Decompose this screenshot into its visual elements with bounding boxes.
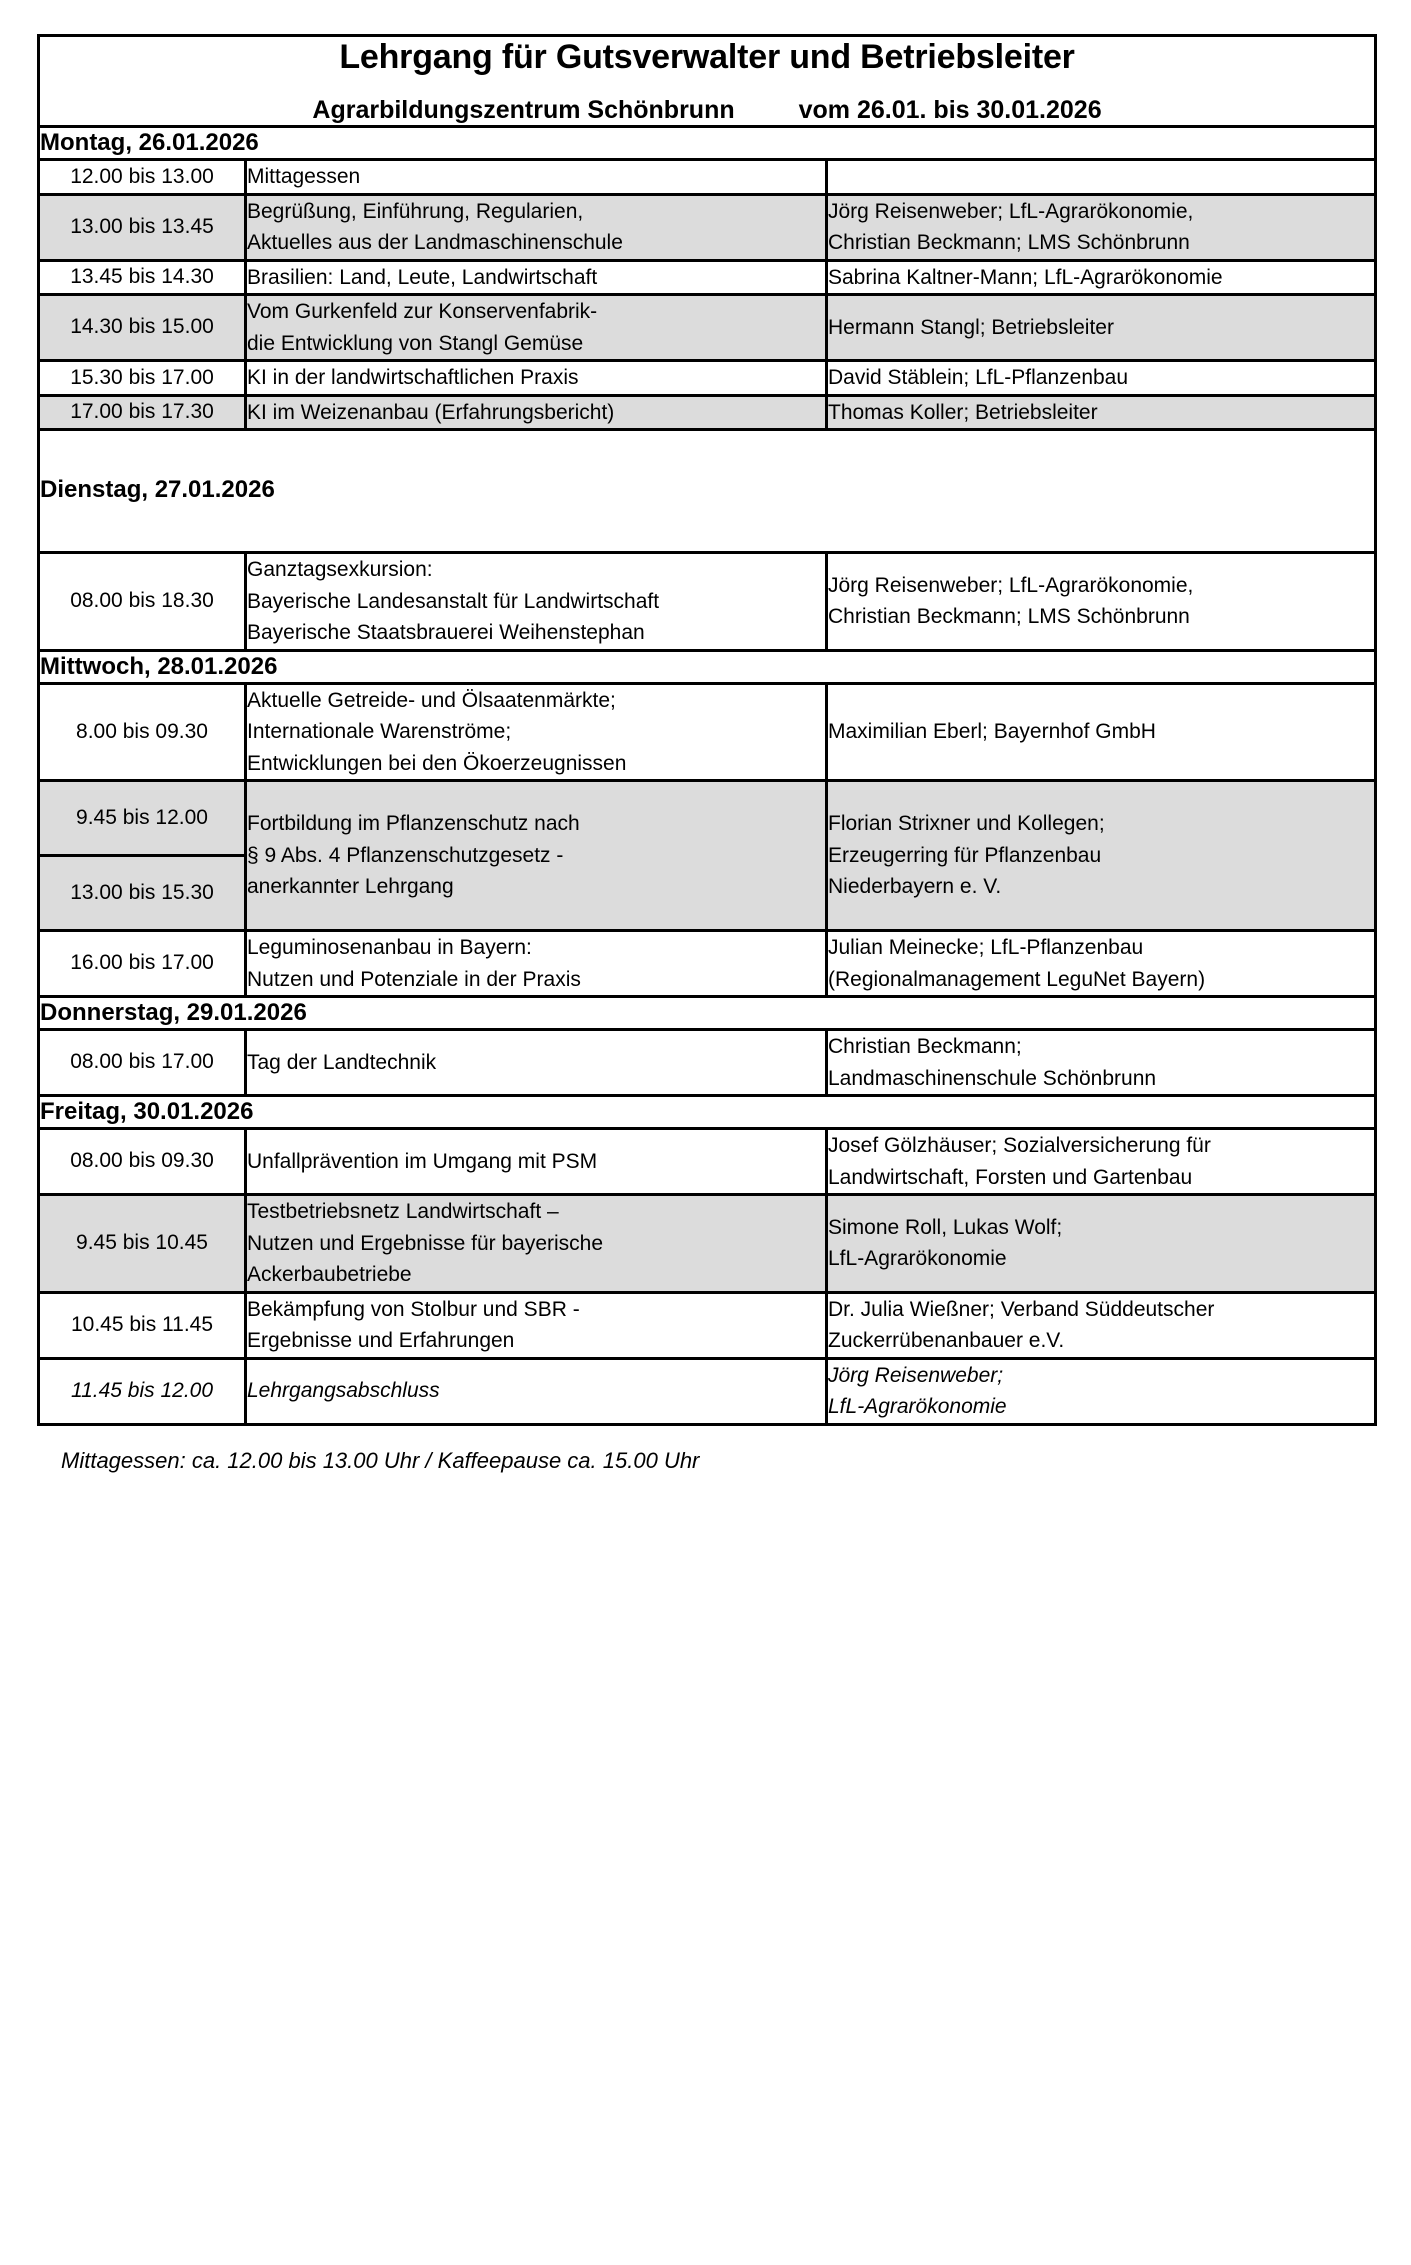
- topic-line: Brasilien: Land, Leute, Landwirtschaft: [247, 265, 598, 289]
- person-line: Erzeugerring für Pflanzenbau: [828, 843, 1102, 867]
- row-time: 11.45 bis 12.00: [39, 1358, 246, 1424]
- topic-line: die Entwicklung von Stangl Gemüse: [247, 331, 584, 355]
- topic-line: anerkannter Lehrgang: [247, 875, 454, 899]
- table-row: [39, 1195, 1376, 1293]
- topic-line: Entwicklungen bei den Ökoerzeugnissen: [247, 751, 627, 775]
- person-line: LfL-Agrarökonomie: [828, 1395, 1007, 1419]
- row-topic: [246, 553, 827, 651]
- course-schedule-table: [37, 34, 1377, 1426]
- person-line: LfL-Agrarökonomie: [828, 1247, 1007, 1271]
- topic-line: Ackerbaubetriebe: [247, 1263, 412, 1287]
- topic-line: Lehrgangsabschluss: [247, 1379, 440, 1403]
- day-header-row-tuesday: [39, 430, 1376, 553]
- row-topic: [246, 295, 827, 361]
- row-topic: [246, 260, 827, 295]
- topic-line: Ergebnisse und Erfahrungen: [247, 1329, 515, 1353]
- row-time: 12.00 bis 13.00: [39, 160, 246, 195]
- table-row: [39, 1358, 1376, 1424]
- topic-line: § 9 Abs. 4 Pflanzenschutzgesetz -: [247, 843, 564, 867]
- table-row: [39, 553, 1376, 651]
- topic-line: Testbetriebsnetz Landwirtschaft –: [247, 1200, 559, 1224]
- document-header-cell: [39, 36, 1376, 127]
- row-time: 15.30 bis 17.00: [39, 361, 246, 396]
- row-topic: [246, 683, 827, 781]
- row-person: [827, 553, 1376, 651]
- table-row: [39, 194, 1376, 260]
- topic-line: Aktuelle Getreide- und Ölsaatenmärkte;: [247, 688, 616, 712]
- person-line: (Regionalmanagement LeguNet Bayern): [828, 967, 1206, 991]
- topic-line: Nutzen und Potenziale in der Praxis: [247, 967, 581, 991]
- row-time: 17.00 bis 17.30: [39, 395, 246, 430]
- day-heading-wednesday: Mittwoch, 28.01.2026: [39, 650, 1376, 683]
- document-header-row: [39, 36, 1376, 127]
- day-header-row-monday: [39, 127, 1376, 160]
- person-line: Dr. Julia Wießner; Verband Süddeutscher: [828, 1297, 1215, 1321]
- topic-line: Aktuelles aus der Landmaschinenschule: [247, 231, 623, 255]
- row-person: [827, 1195, 1376, 1293]
- row-person: [827, 361, 1376, 396]
- table-row: [39, 395, 1376, 430]
- row-time: 08.00 bis 17.00: [39, 1030, 246, 1096]
- row-person: [827, 683, 1376, 781]
- table-row: [39, 1030, 1376, 1096]
- row-person: [827, 1292, 1376, 1358]
- person-line: Niederbayern e. V.: [828, 875, 1002, 899]
- row-person: [827, 781, 1376, 931]
- row-person: [827, 931, 1376, 997]
- row-topic: [246, 194, 827, 260]
- row-time: 8.00 bis 09.30: [39, 683, 246, 781]
- row-person: [827, 194, 1376, 260]
- person-line: Christian Beckmann;: [828, 1035, 1022, 1059]
- person-line: Josef Gölzhäuser; Sozialversicherung für: [828, 1134, 1211, 1158]
- row-topic: [246, 395, 827, 430]
- person-line: Christian Beckmann; LMS Schönbrunn: [828, 605, 1190, 629]
- row-time-second: 13.00 bis 15.30: [70, 881, 214, 905]
- person-line: Maximilian Eberl; Bayernhof GmbH: [828, 720, 1156, 744]
- person-line: Simone Roll, Lukas Wolf;: [828, 1215, 1063, 1239]
- table-row: [39, 361, 1376, 396]
- topic-line: Internationale Warenströme;: [247, 720, 512, 744]
- row-person: [827, 1129, 1376, 1195]
- topic-line: Mittagessen: [247, 165, 361, 189]
- person-line: Thomas Koller; Betriebsleiter: [828, 400, 1098, 424]
- table-row: [39, 1129, 1376, 1195]
- person-line: Julian Meinecke; LfL-Pflanzenbau: [828, 936, 1144, 960]
- row-time-first: 9.45 bis 12.00: [40, 782, 244, 857]
- day-heading-monday: Montag, 26.01.2026: [39, 127, 1376, 160]
- row-time: 16.00 bis 17.00: [39, 931, 246, 997]
- person-line: Florian Strixner und Kollegen;: [828, 812, 1105, 836]
- row-topic: [246, 1358, 827, 1424]
- table-row: [39, 683, 1376, 781]
- day-heading-thursday: Donnerstag, 29.01.2026: [39, 997, 1376, 1030]
- row-topic: [246, 1030, 827, 1096]
- day-header-row-thursday: [39, 997, 1376, 1030]
- day-heading-friday: Freitag, 30.01.2026: [39, 1096, 1376, 1129]
- topic-line: KI im Weizenanbau (Erfahrungsbericht): [247, 400, 615, 424]
- row-topic: [246, 361, 827, 396]
- day-heading-tuesday: Dienstag, 27.01.2026: [39, 430, 1376, 553]
- row-topic: [246, 931, 827, 997]
- table-row: [39, 295, 1376, 361]
- row-time: 08.00 bis 18.30: [39, 553, 246, 651]
- table-row: [39, 931, 1376, 997]
- row-topic: [246, 160, 827, 195]
- topic-line: Bayerische Landesanstalt für Landwirtschaft: [247, 589, 660, 613]
- person-line: Zuckerrübenanbauer e.V.: [828, 1329, 1065, 1353]
- row-time: 10.45 bis 11.45: [39, 1292, 246, 1358]
- person-line: Christian Beckmann; LMS Schönbrunn: [828, 231, 1190, 255]
- row-person: [827, 395, 1376, 430]
- table-row: [39, 781, 1376, 931]
- row-person: [827, 1358, 1376, 1424]
- footer-note: Mittagessen: ca. 12.00 bis 13.00 Uhr / Kaffeepause ca. 15.00 Uhr: [61, 1447, 700, 1473]
- page-title: Lehrgang für Gutsverwalter und Betriebsleiter: [339, 38, 1075, 76]
- row-time: 14.30 bis 15.00: [39, 295, 246, 361]
- row-topic: [246, 781, 827, 931]
- topic-line: Bekämpfung von Stolbur und SBR -: [247, 1297, 580, 1321]
- topic-line: Ganztagsexkursion:: [247, 558, 433, 582]
- row-person: [827, 160, 1376, 195]
- row-time: 13.00 bis 13.45: [39, 194, 246, 260]
- topic-line: Unfallprävention im Umgang mit PSM: [247, 1149, 598, 1173]
- row-topic: [246, 1129, 827, 1195]
- person-line: Jörg Reisenweber; LfL-Agrarökonomie,: [828, 573, 1194, 597]
- row-topic: [246, 1195, 827, 1293]
- row-time-split: [39, 781, 246, 931]
- person-line: Landwirtschaft, Forsten und Gartenbau: [828, 1165, 1193, 1189]
- topic-line: Vom Gurkenfeld zur Konservenfabrik-: [247, 300, 598, 324]
- venue-label: Agrarbildungszentrum Schönbrunn: [312, 96, 735, 125]
- table-row: [39, 1292, 1376, 1358]
- row-topic: [246, 1292, 827, 1358]
- daterange-label: vom 26.01. bis 30.01.2026: [798, 96, 1102, 125]
- day-header-row-friday: [39, 1096, 1376, 1129]
- topic-line: Tag der Landtechnik: [247, 1050, 437, 1074]
- table-row: [39, 160, 1376, 195]
- row-time: 9.45 bis 10.45: [39, 1195, 246, 1293]
- row-person: [827, 295, 1376, 361]
- person-line: David Stäblein; LfL-Pflanzenbau: [828, 366, 1129, 390]
- person-line: Landmaschinenschule Schönbrunn: [828, 1066, 1157, 1090]
- person-line: Sabrina Kaltner-Mann; LfL-Agrarökonomie: [828, 265, 1223, 289]
- topic-line: Begrüßung, Einführung, Regularien,: [247, 199, 584, 223]
- topic-line: KI in der landwirtschaftlichen Praxis: [247, 366, 579, 390]
- day-header-row-wednesday: [39, 650, 1376, 683]
- topic-line: Leguminosenanbau in Bayern:: [247, 936, 532, 960]
- row-person: [827, 1030, 1376, 1096]
- topic-line: Fortbildung im Pflanzenschutz nach: [247, 812, 580, 836]
- row-time: 13.45 bis 14.30: [39, 260, 246, 295]
- table-row: [39, 260, 1376, 295]
- row-time: 08.00 bis 09.30: [39, 1129, 246, 1195]
- topic-line: Nutzen und Ergebnisse für bayerische: [247, 1231, 604, 1255]
- topic-line: Bayerische Staatsbrauerei Weihenstephan: [247, 621, 645, 645]
- header-subtitle: [40, 95, 1374, 125]
- row-person: [827, 260, 1376, 295]
- person-line: Jörg Reisenweber; LfL-Agrarökonomie,: [828, 199, 1194, 223]
- person-line: Hermann Stangl; Betriebsleiter: [828, 315, 1114, 339]
- person-line: Jörg Reisenweber;: [828, 1363, 1004, 1387]
